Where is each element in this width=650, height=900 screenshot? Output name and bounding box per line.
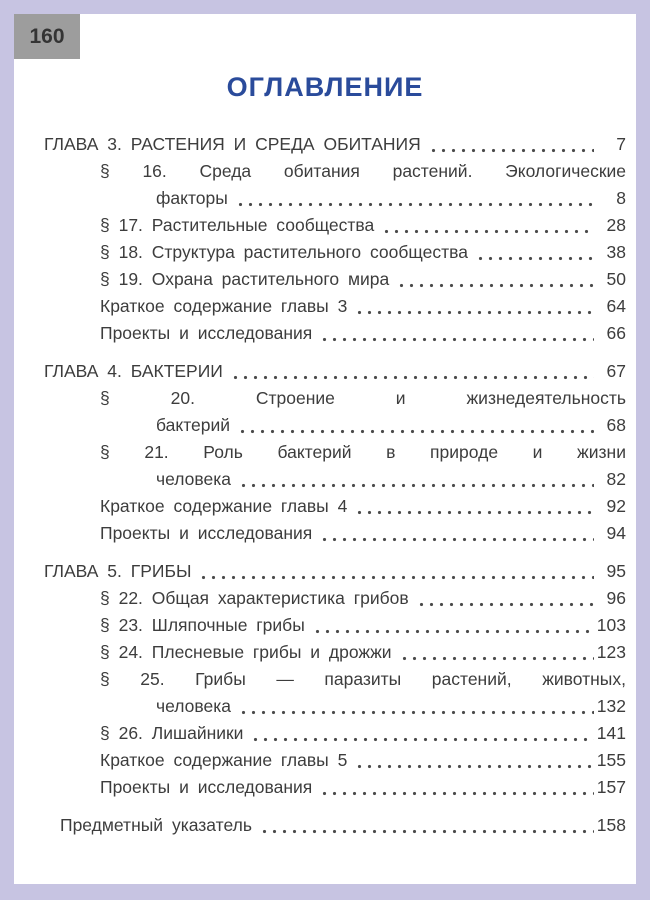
- toc-entry-text: § 25. Грибы — паразиты растений, животных,: [100, 669, 626, 689]
- toc-page-number: 92: [606, 496, 626, 516]
- dot-leader: [201, 574, 594, 581]
- toc-page-number: 96: [606, 588, 626, 608]
- toc-row: [44, 812, 626, 839]
- dot-leader: [238, 201, 594, 208]
- dot-leader: [253, 736, 594, 743]
- dot-leader: [419, 601, 594, 608]
- toc-row: [44, 666, 626, 693]
- toc-entry-text: ГЛАВА 5. ГРИБЫ: [44, 561, 192, 581]
- page-number-box: [14, 14, 80, 59]
- toc-entry-text: § 20. Строение и жизнедеятельность: [100, 388, 626, 408]
- toc-page-number: 123: [596, 642, 626, 662]
- toc-entry-text: § 16. Среда обитания растений. Экологические: [100, 161, 626, 181]
- dot-leader: [233, 374, 594, 381]
- toc-page-number: 67: [606, 361, 626, 381]
- dot-leader: [322, 790, 594, 797]
- toc-row: [44, 585, 626, 612]
- toc-entry-text: Краткое содержание главы 5: [100, 750, 348, 770]
- dot-leader: [241, 709, 594, 716]
- dot-leader: [322, 536, 594, 543]
- toc-chapter-row: [44, 131, 626, 158]
- dot-leader: [399, 282, 594, 289]
- toc-page-number: 28: [606, 215, 626, 235]
- toc-row: [44, 266, 626, 293]
- toc-entry-text: § 26. Лишайники: [100, 723, 244, 743]
- toc-row: [44, 693, 626, 720]
- dot-leader: [357, 309, 594, 316]
- toc-row: [44, 293, 626, 320]
- toc-entry-text: § 18. Структура растительного сообщества: [100, 242, 468, 262]
- toc-entry-text: ГЛАВА 4. БАКТЕРИИ: [44, 361, 223, 381]
- toc-row: [44, 439, 626, 466]
- toc-entry-text: Краткое содержание главы 3: [100, 296, 348, 316]
- toc-entry-text: § 19. Охрана растительного мира: [100, 269, 390, 289]
- toc-page-number: 157: [596, 777, 626, 797]
- dot-leader: [357, 763, 594, 770]
- toc-page-number: 82: [606, 469, 626, 489]
- toc-row: [44, 466, 626, 493]
- toc-entry-text: Предметный указатель: [60, 815, 252, 835]
- toc-row: [44, 212, 626, 239]
- dot-leader: [431, 147, 594, 154]
- toc-entry-text: § 21. Роль бактерий в природе и жизни: [100, 442, 626, 462]
- toc-entry-text: бактерий: [156, 415, 231, 435]
- dot-leader: [262, 828, 594, 835]
- toc-page-number: 158: [596, 815, 626, 835]
- toc-title: ОГЛАВЛЕНИЕ: [226, 72, 424, 102]
- dot-leader: [240, 428, 594, 435]
- toc-row: [44, 239, 626, 266]
- toc-page-number: 68: [606, 415, 626, 435]
- toc-row: [44, 774, 626, 801]
- page-number: 160: [29, 24, 65, 48]
- toc-entry-text: человека: [156, 696, 232, 716]
- toc-page-number: 38: [606, 242, 626, 262]
- toc-entry-text: Проекты и исследования: [100, 777, 313, 797]
- toc-row: [44, 493, 626, 520]
- dot-leader: [402, 655, 594, 662]
- toc-row: [44, 385, 626, 412]
- toc-row: [44, 639, 626, 666]
- toc-row: [44, 520, 626, 547]
- toc-chapter-row: [44, 358, 626, 385]
- toc-page-number: 7: [616, 134, 626, 154]
- dot-leader: [357, 509, 594, 516]
- toc-list: [44, 131, 626, 839]
- toc-row: [44, 747, 626, 774]
- toc-row: [44, 158, 626, 185]
- toc-page-number: 132: [596, 696, 626, 716]
- dot-leader: [241, 482, 594, 489]
- toc-page-number: 66: [606, 323, 626, 343]
- toc-row: [44, 320, 626, 347]
- toc-entry-text: ГЛАВА 3. РАСТЕНИЯ И СРЕДА ОБИТАНИЯ: [44, 134, 421, 154]
- toc-page-number: 50: [606, 269, 626, 289]
- toc-entry-text: § 22. Общая характеристика грибов: [100, 588, 409, 608]
- toc-row: [44, 612, 626, 639]
- toc-row: [44, 185, 626, 212]
- dot-leader: [384, 228, 594, 235]
- toc-entry-text: Проекты и исследования: [100, 523, 313, 543]
- book-page: [14, 14, 636, 884]
- toc-entry-text: § 23. Шляпочные грибы: [100, 615, 305, 635]
- dot-leader: [478, 255, 594, 262]
- toc-entry-text: § 17. Растительные сообщества: [100, 215, 375, 235]
- toc-chapter-row: [44, 558, 626, 585]
- toc-entry-text: § 24. Плесневые грибы и дрожжи: [100, 642, 392, 662]
- toc-page-number: 64: [606, 296, 626, 316]
- toc-page-number: 141: [596, 723, 626, 743]
- toc-entry-text: факторы: [156, 188, 228, 208]
- toc-page-number: 8: [616, 188, 626, 208]
- toc-page-number: 103: [596, 615, 626, 635]
- toc-entry-text: Проекты и исследования: [100, 323, 313, 343]
- toc-page-number: 95: [606, 561, 626, 581]
- toc-row: [44, 412, 626, 439]
- toc-entry-text: человека: [156, 469, 232, 489]
- toc-row: [44, 720, 626, 747]
- toc-entry-text: Краткое содержание главы 4: [100, 496, 348, 516]
- dot-leader: [315, 628, 594, 635]
- dot-leader: [322, 336, 594, 343]
- toc-page-number: 94: [606, 523, 626, 543]
- toc-page-number: 155: [596, 750, 626, 770]
